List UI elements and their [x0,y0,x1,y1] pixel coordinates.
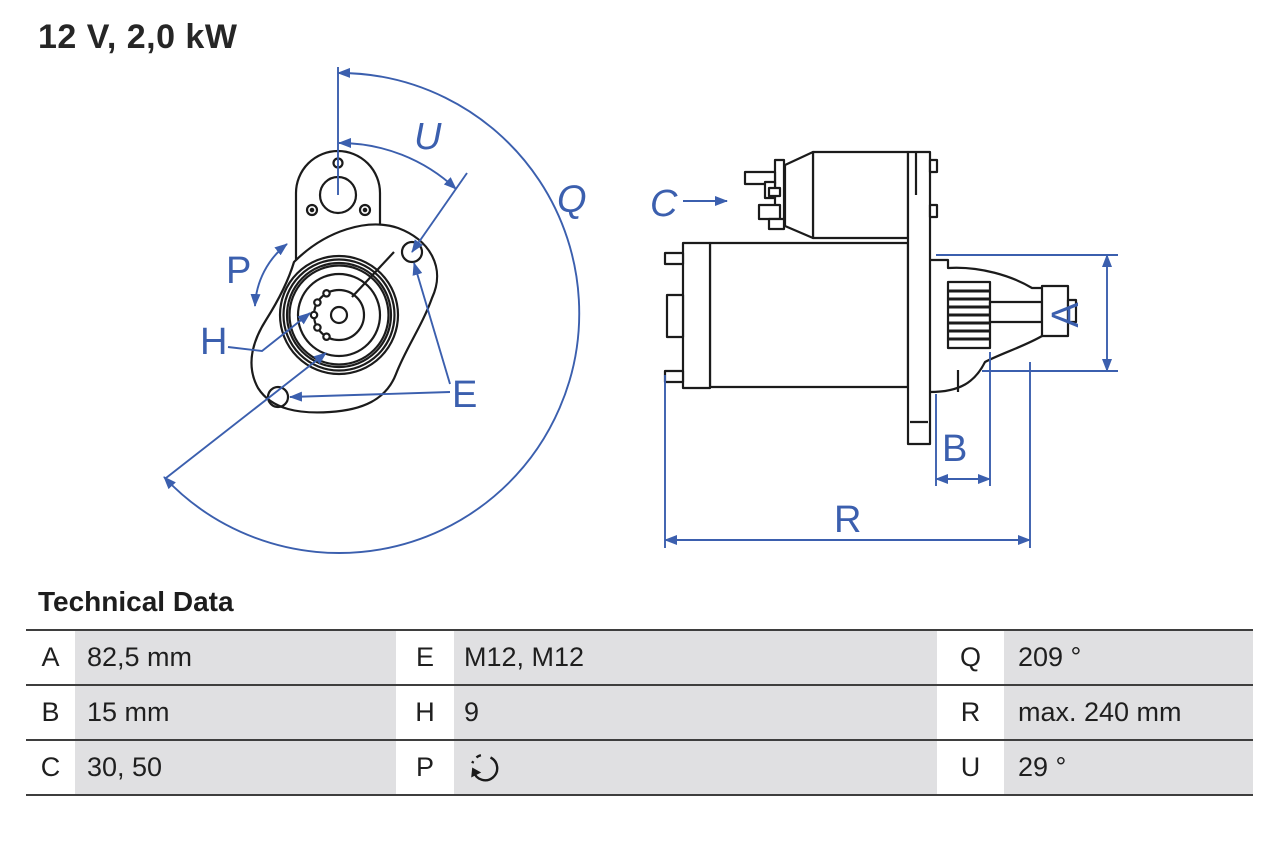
table-row [26,684,1253,739]
tech-value-e: M12, M12 [454,631,937,684]
hole-axis-line-top-right [412,173,467,252]
tech-key-u: U [937,741,1004,794]
tech-key-q: Q [937,631,1004,684]
label-r: R [834,499,862,541]
pinion-stripes [948,291,990,339]
gear-tooth [314,324,320,330]
tech-value-r: max. 240 mm [1004,686,1253,739]
drive-shaft [990,302,1042,322]
technical-data-table [26,629,1253,796]
end-cap [683,243,710,388]
tech-value-c: 30, 50 [75,741,396,794]
end-cap-lug-bottom [665,371,683,382]
solenoid-body [813,152,908,238]
front-view [252,151,438,412]
tech-value-q: 209 ° [1004,631,1253,684]
tech-key-b: B [26,686,75,739]
end-cap-lug-middle [667,295,683,337]
gear-tooth [314,299,320,305]
label-q: Q [557,179,587,221]
tech-key-p: P [396,741,454,794]
solenoid-terminal-low [759,205,780,219]
bracket-rivet-right-dot [364,209,366,211]
end-cap-lug-top [665,253,683,264]
tech-value-a: 82,5 mm [75,631,396,684]
tech-value-p [454,741,937,794]
label-b: B [942,428,968,470]
gear-tooth [311,312,317,318]
tech-key-a: A [26,631,75,684]
bracket-rivet-left-dot [311,209,313,211]
solenoid-terminal-mid [769,188,780,196]
table-row [26,629,1253,684]
label-u: U [414,116,442,158]
rotation-ccw-icon [468,750,502,786]
label-h: H [200,321,228,363]
label-p: P [226,250,252,292]
solenoid-cap [785,152,813,238]
tech-value-b: 15 mm [75,686,396,739]
label-a: A [1045,302,1087,328]
tech-key-c: C [26,741,75,794]
hole-axis-line-bottom-left [166,353,326,478]
flange-plate [908,152,930,444]
page-title: 12 V, 2,0 kW [38,18,238,56]
tech-key-e: E [396,631,454,684]
technical-data-heading: Technical Data [38,586,234,617]
table-row [26,739,1253,794]
tech-value-h: 9 [454,686,937,739]
gear-tooth [323,334,329,340]
tech-key-r: R [937,686,1004,739]
tech-key-h: H [396,686,454,739]
flange-tab-2 [930,205,937,217]
label-e: E [452,374,478,416]
solenoid-terminal-foot [769,219,784,229]
flange-tab-1 [930,160,937,172]
motor-body [710,243,908,387]
gear-tooth [323,290,329,296]
side-view [665,152,1076,444]
label-c: C [650,183,678,225]
tech-value-u: 29 ° [1004,741,1253,794]
